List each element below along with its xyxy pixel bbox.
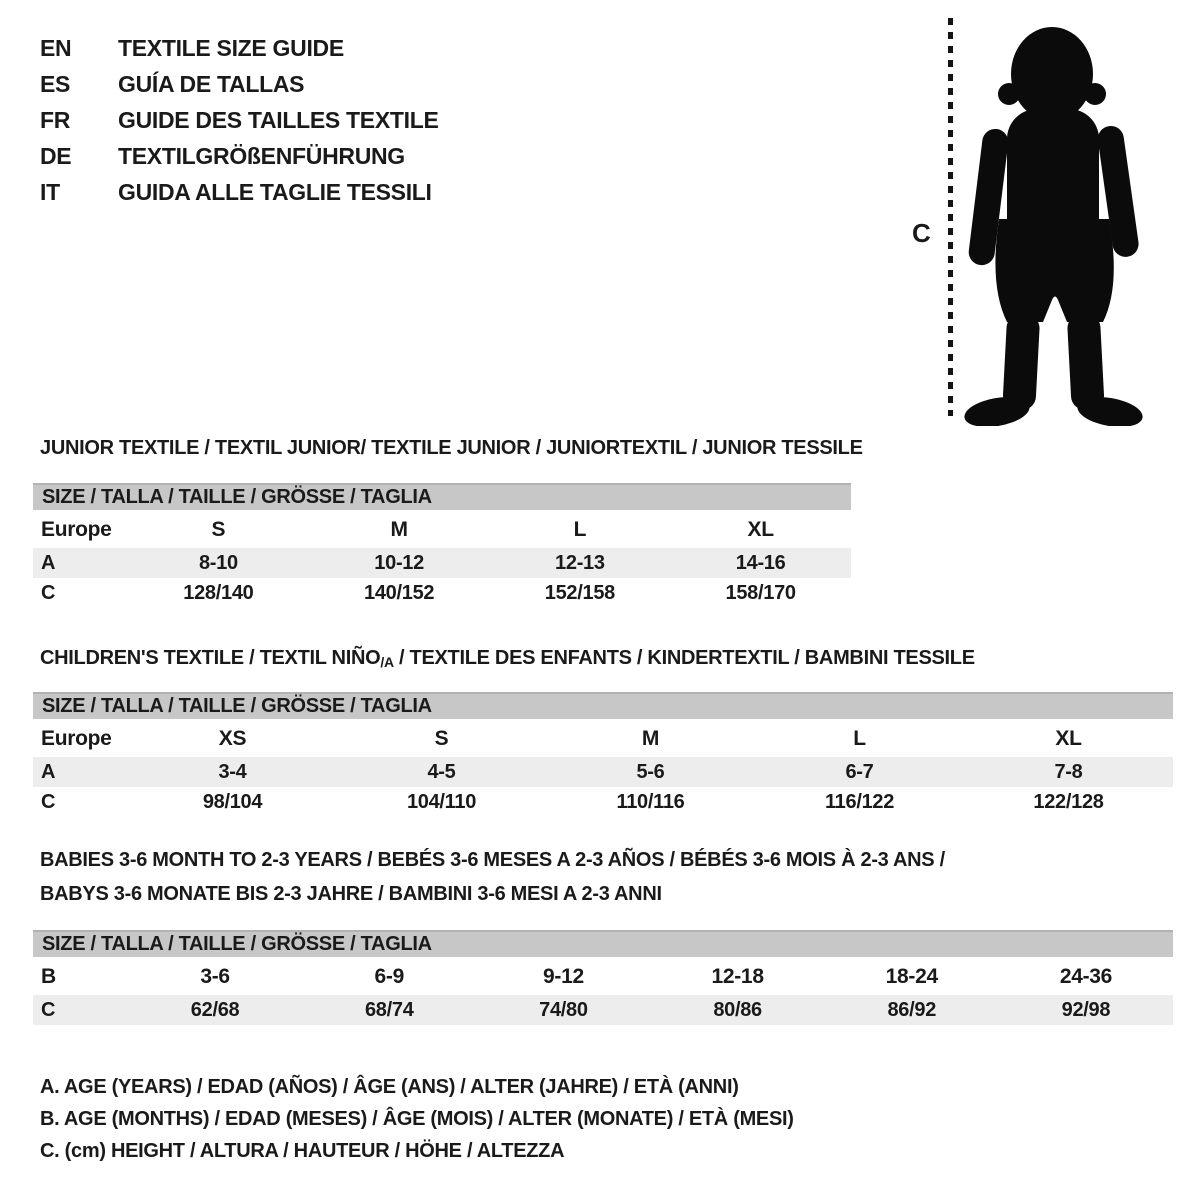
size-cell: 92/98	[1061, 998, 1111, 1021]
row-label: A	[41, 551, 56, 574]
table-row	[33, 787, 1173, 817]
table-row	[33, 757, 1173, 787]
section-title-line	[40, 843, 945, 877]
size-cell: 122/128	[1033, 790, 1104, 813]
section-title	[40, 641, 975, 675]
section-title-text: CHILDREN'S TEXTILE / TEXTIL NIÑO	[40, 647, 381, 669]
language-guide-title: TEXTILE SIZE GUIDE	[118, 34, 344, 61]
language-row	[40, 102, 439, 138]
size-cell: 12-13	[555, 551, 605, 574]
toddler-silhouette-icon	[955, 14, 1145, 426]
language-guide-title: GUIDA ALLE TAGLIE TESSILI	[118, 178, 432, 205]
row-label: C	[41, 581, 56, 604]
language-row	[40, 138, 439, 174]
language-code: FR	[40, 106, 71, 133]
section-title-line	[40, 431, 863, 465]
table-row	[33, 721, 1173, 757]
size-cell: 68/74	[364, 998, 414, 1021]
language-row	[40, 66, 439, 102]
height-dashed-line	[948, 18, 953, 416]
measure-c-label: C	[912, 218, 931, 248]
size-cell: 98/104	[202, 790, 263, 813]
table-row	[33, 995, 1173, 1025]
size-cell: 18-24	[885, 965, 938, 988]
language-guide-title: GUIDE DES TAILLES TEXTILE	[118, 106, 439, 133]
size-cell: 6-9	[374, 965, 404, 988]
table-size-header: SIZE / TALLA / TAILLE / GRÖSSE / TAGLIA	[33, 930, 1173, 957]
size-cell: 116/122	[824, 790, 895, 813]
row-label: Europe	[41, 518, 112, 541]
language-row	[40, 30, 439, 66]
size-cell: S	[434, 727, 449, 750]
language-guide-title: TEXTILGRÖßENFÜHRUNG	[118, 142, 405, 169]
table-row	[33, 959, 1173, 995]
section-title-text: BABYS 3-6 MONATE BIS 2-3 JAHRE / BAMBINI 3-6 MESI A 2-3 ANNI	[40, 883, 662, 905]
table-size-header: SIZE / TALLA / TAILLE / GRÖSSE / TAGLIA	[33, 692, 1173, 719]
measure-legend	[40, 1071, 794, 1167]
table-rows	[33, 721, 1173, 817]
row-label: Europe	[41, 727, 112, 750]
table-row	[33, 578, 851, 608]
size-cell: S	[211, 518, 226, 541]
size-cell: 140/152	[364, 581, 435, 604]
language-title-list	[40, 30, 439, 210]
size-cell: 4-5	[427, 760, 456, 783]
row-label: C	[41, 790, 56, 813]
row-label: C	[41, 998, 56, 1021]
size-cell: 5-6	[636, 760, 665, 783]
table-size-header: SIZE / TALLA / TAILLE / GRÖSSE / TAGLIA	[33, 483, 851, 510]
legend-line: A. AGE (YEARS) / EDAD (AÑOS) / ÂGE (ANS) / ALTER (JAHRE) / ETÀ (ANNI)	[40, 1076, 739, 1098]
table-row	[33, 548, 851, 578]
size-cell: 8-10	[198, 551, 238, 574]
language-code: DE	[40, 142, 72, 169]
size-cell: 62/68	[190, 998, 240, 1021]
section-title-text: / TEXTILE DES ENFANTS / KINDERTEXTIL / BAMBINI TESSILE	[393, 647, 975, 669]
size-table	[33, 930, 1173, 1025]
size-cell: XS	[218, 727, 247, 750]
size-cell: M	[641, 727, 660, 750]
size-cell: 14-16	[735, 551, 786, 574]
section-title-text: BABIES 3-6 MONTH TO 2-3 YEARS / BEBÉS 3-6 MESES A 2-3 AÑOS / BÉBÉS 3-6 MOIS À 2-3 ANS /	[40, 849, 945, 871]
size-cell: 9-12	[543, 965, 584, 988]
size-cell: 80/86	[713, 998, 762, 1021]
size-cell: 128/140	[183, 581, 254, 604]
section-title	[40, 843, 945, 911]
size-cell: 10-12	[374, 551, 424, 574]
size-cell: 86/92	[887, 998, 937, 1021]
size-cell: M	[390, 518, 408, 541]
language-guide-title: GUÍA DE TALLAS	[118, 70, 305, 97]
section-title-line	[40, 877, 945, 911]
section-title-text: /A	[380, 654, 394, 670]
size-cell: XL	[747, 518, 774, 541]
size-cell: L	[573, 518, 587, 541]
section-title-text: JUNIOR TEXTILE / TEXTIL JUNIOR/ TEXTILE JUNIOR / JUNIORTEXTIL / JUNIOR TESSILE	[40, 437, 863, 459]
size-cell: 7-8	[1054, 760, 1083, 783]
size-table	[33, 483, 851, 608]
size-cell: 104/110	[406, 790, 477, 813]
table-rows	[33, 512, 851, 608]
size-cell: 152/158	[544, 581, 615, 604]
size-cell: 3-6	[200, 965, 230, 988]
language-code: IT	[40, 178, 60, 205]
size-cell: 12-18	[711, 965, 764, 988]
size-cell: 6-7	[845, 760, 874, 783]
row-label: B	[41, 965, 56, 988]
size-cell: XL	[1055, 727, 1082, 750]
size-cell: 110/116	[616, 790, 685, 813]
row-label: A	[41, 760, 56, 783]
language-code: EN	[40, 34, 72, 61]
table-row	[33, 512, 851, 548]
language-code: ES	[40, 70, 71, 97]
size-cell: 158/170	[725, 581, 796, 604]
table-rows	[33, 959, 1173, 1025]
size-cell: 3-4	[218, 760, 247, 783]
legend-line: C. (cm) HEIGHT / ALTURA / HAUTEUR / HÖHE / ALTEZZA	[40, 1140, 565, 1162]
legend-line: B. AGE (MONTHS) / EDAD (MESES) / ÂGE (MOIS) / ALTER (MONATE) / ETÀ (MESI)	[40, 1108, 794, 1130]
section-title	[40, 431, 863, 465]
size-table	[33, 692, 1173, 817]
size-cell: 24-36	[1059, 965, 1113, 988]
size-cell: 74/80	[539, 998, 588, 1021]
section-title-line	[40, 641, 975, 675]
size-cell: L	[853, 727, 866, 750]
language-row	[40, 174, 439, 210]
